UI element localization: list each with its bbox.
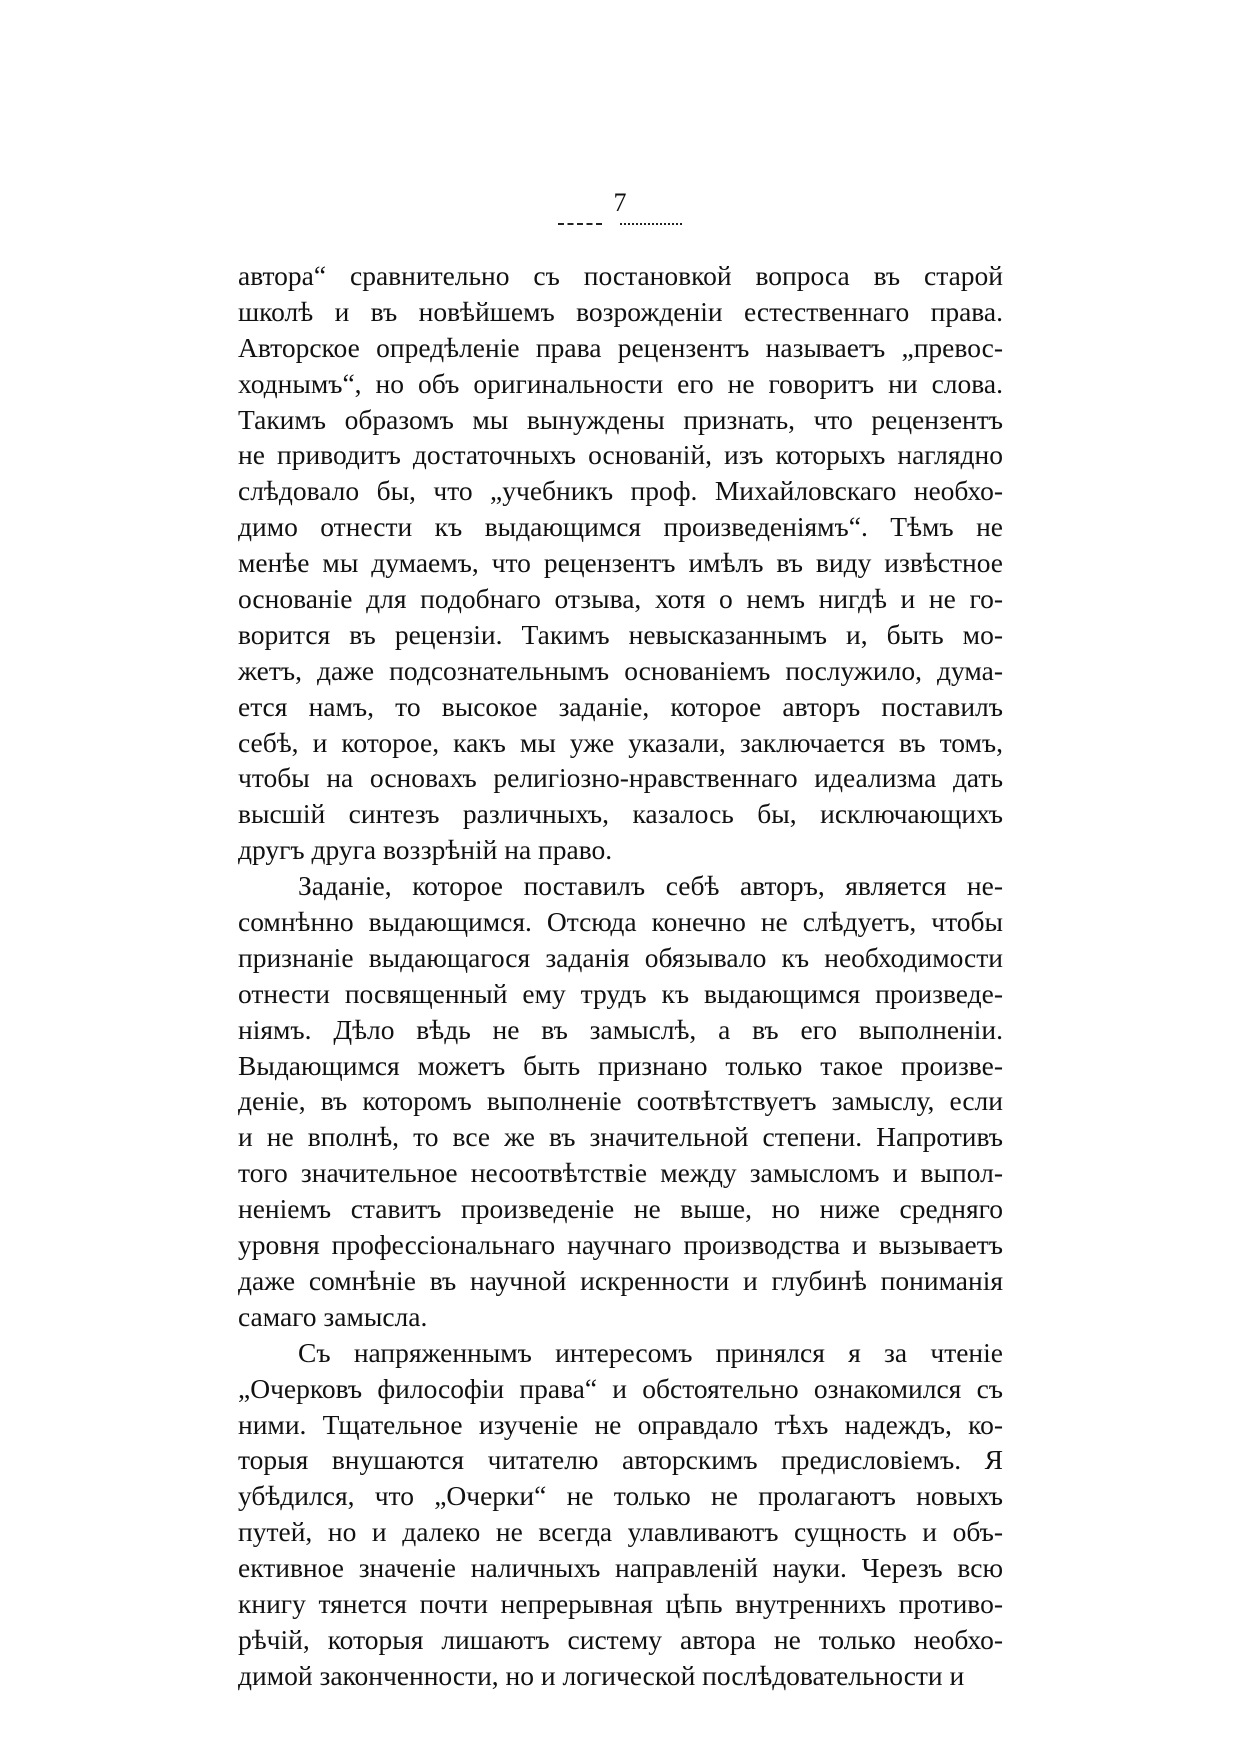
text-line: димо отнести къ выдающимся произведеніямъ“. Тѣмъ не [238, 511, 1003, 543]
paragraph [238, 1335, 1003, 1694]
text-line: слѣдовало бы, что „учебникъ проф. Михайловскаго необхо- [238, 475, 1003, 507]
text-line: основаніе для подобнаго отзыва, хотя о немъ нигдѣ и не го- [238, 583, 1003, 615]
text-line: книгу тянется почти непрерывная цѣпь внутреннихъ противо- [238, 1587, 1003, 1619]
page-number: 7 [613, 188, 627, 217]
text-line: деніе, въ которомъ выполненіе соотвѣтствуетъ замыслу, если [238, 1085, 1003, 1117]
text-line: чтобы на основахъ религіозно-нравственнаго идеализма дать [238, 762, 1003, 794]
text-line: высшій синтезъ различныхъ, казалось бы, исключающихъ [238, 798, 1003, 830]
text-line: жетъ, даже подсознательнымъ основаніемъ послужило, дума- [238, 654, 1003, 686]
text-line: и не вполнѣ, то все же въ значительной степени. Напротивъ [238, 1121, 1003, 1153]
text-line: Такимъ образомъ мы вынуждены признать, что рецензентъ [238, 403, 1003, 435]
text-line: автора“ сравнительно съ постановкой вопроса въ старой [238, 260, 1003, 291]
paragraph [238, 868, 1003, 1335]
text-line: не приводитъ достаточныхъ основаній, изъ которыхъ наглядно [238, 439, 1003, 471]
text-line: отнести посвященный ему трудъ къ выдающимся произведе- [238, 977, 1003, 1009]
text-line: школѣ и въ новѣйшемъ возрожденіи естественнаго права. [238, 295, 1003, 327]
text-line: ективное значеніе наличныхъ направленій науки. Черезъ всю [238, 1552, 1003, 1584]
text-line: ется намъ, то высокое заданіе, которое авторъ поставилъ [238, 690, 1003, 722]
text-line: другъ друга воззрѣній на право. [238, 834, 613, 866]
paragraph [238, 258, 1003, 868]
text-line: признаніе выдающагося заданія обязывало къ необходимости [238, 941, 1003, 973]
text-line: рѣчій, которыя лишаютъ систему автора не только необхо- [238, 1623, 1003, 1655]
text-line: ворится въ рецензіи. Такимъ невысказаннымъ и, быть мо- [238, 618, 1003, 650]
text-line: менѣе мы думаемъ, что рецензентъ имѣлъ въ виду извѣстное [238, 547, 1003, 579]
text-line: того значительное несоотвѣтствіе между замысломъ и выпол- [238, 1157, 1003, 1189]
header-rule-left [558, 223, 602, 225]
header-rule-right [620, 223, 682, 225]
text-line: убѣдился, что „Очерки“ не только не пролагаютъ новыхъ [238, 1480, 1003, 1512]
text-line: даже сомнѣніе въ научной искренности и глубинѣ пониманія [238, 1264, 1003, 1296]
text-line: Съ напряженнымъ интересомъ принялся я за чтеніе [298, 1336, 1003, 1368]
text-line: самаго замысла. [238, 1300, 428, 1332]
page-header [540, 190, 700, 230]
body-text [238, 258, 1003, 1694]
text-line: Заданіе, которое поставилъ себѣ авторъ, является не- [298, 870, 1003, 902]
text-line: Выдающимся можетъ быть признано только такое произве- [238, 1049, 1003, 1081]
text-line: путей, но и далеко не всегда улавливаютъ сущность и объ- [238, 1516, 1003, 1548]
text-line: Авторское опредѣленіе права рецензентъ называетъ „превос- [238, 331, 1003, 363]
text-line: „Очерковъ философіи права“ и обстоятельно ознакомился съ [238, 1372, 1003, 1404]
text-line: себѣ, и которое, какъ мы уже указали, заключается въ томъ, [238, 726, 1003, 758]
text-line: уровня профессіональнаго научнаго производства и вызываетъ [238, 1229, 1003, 1261]
text-line: ними. Тщательное изученіе не оправдало тѣхъ надеждъ, ко- [238, 1408, 1003, 1440]
text-line: торыя внушаются читателю авторскимъ предисловіемъ. Я [238, 1444, 1003, 1476]
text-line: сомнѣнно выдающимся. Отсюда конечно не слѣдуетъ, чтобы [238, 906, 1003, 938]
text-line: ходнымъ“, но объ оригинальности его не говоритъ ни слова. [238, 367, 1003, 399]
text-line: ніямъ. Дѣло вѣдь не въ замыслѣ, а въ его выполненіи. [238, 1013, 1003, 1045]
text-line: димой законченности, но и логической послѣдовательности и [238, 1659, 965, 1691]
text-line: неніемъ ставитъ произведеніе не выше, но ниже средняго [238, 1193, 1003, 1225]
